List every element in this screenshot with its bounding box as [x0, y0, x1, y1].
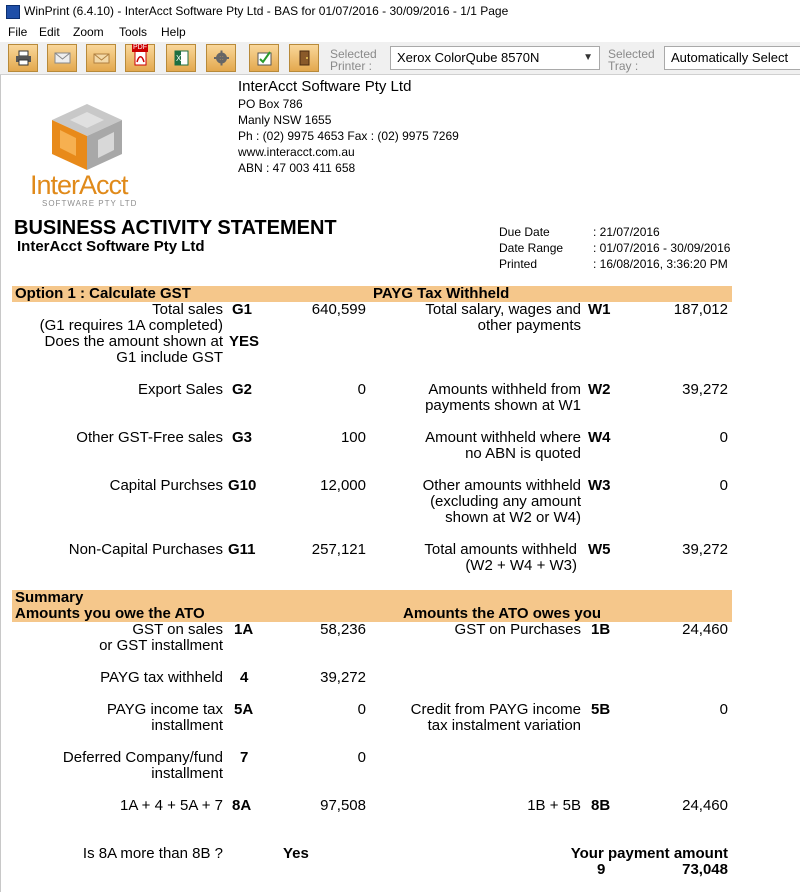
1b-code: 1B: [591, 621, 611, 638]
tray-select[interactable]: [664, 46, 800, 70]
g11-code: G11: [228, 541, 256, 558]
menu-zoom[interactable]: Zoom: [73, 25, 104, 39]
printer-label-2: Printer :: [330, 59, 373, 73]
printer-select-value: Xerox ColorQube 8570N: [397, 50, 540, 65]
w5-label-2: (W2 + W4 + W3): [465, 557, 577, 574]
5b-code: 5B: [591, 701, 611, 718]
envelope-icon: [93, 50, 110, 66]
menu-bar: [0, 23, 800, 41]
puzzle-cube-icon: [50, 102, 124, 172]
1a-value: 58,236: [320, 621, 366, 638]
include-gst-label-2: G1 include GST: [116, 349, 223, 366]
company-suburb: Manly NSW 1655: [238, 113, 332, 127]
toolbar: [0, 42, 800, 75]
tray-label-1: Selected: [608, 47, 655, 61]
w2-value: 39,272: [682, 381, 728, 398]
pdf-icon: [132, 50, 149, 66]
email-icon: [54, 50, 71, 66]
deferred-7-value: 0: [357, 749, 366, 766]
w4-value: 0: [719, 429, 728, 446]
w5-label: Total amounts withheld: [424, 541, 577, 558]
5a-label: PAYG income tax: [106, 701, 223, 718]
5b-label: Credit from PAYG income: [410, 701, 581, 718]
8b-label: 1B + 5B: [527, 797, 581, 814]
company-po-box: PO Box 786: [238, 97, 303, 111]
excel-button[interactable]: [166, 44, 196, 72]
w3-label: Other amounts withheld: [422, 477, 581, 494]
compare-answer: Yes: [283, 845, 309, 862]
exit-door-icon: [296, 50, 313, 66]
payg-4-value: 39,272: [320, 669, 366, 686]
g10-value: 12,000: [320, 477, 366, 494]
5b-value: 0: [719, 701, 728, 718]
g2-code: G2: [232, 381, 253, 398]
w3-value: 0: [719, 477, 728, 494]
1a-label-2: or GST installment: [99, 637, 223, 654]
deferred-7-code: 7: [240, 749, 249, 766]
printer-select[interactable]: [390, 46, 600, 70]
g1-value: 640,599: [311, 301, 366, 318]
1a-label: GST on sales: [132, 621, 223, 638]
report-title: BUSINESS ACTIVITY STATEMENT: [14, 217, 337, 239]
payg-4-label: PAYG tax withheld: [100, 669, 223, 686]
company-website: www.interacct.com.au: [238, 145, 355, 159]
deferred-7-label-2: installment: [151, 765, 223, 782]
chevron-down-icon: ▼: [583, 52, 593, 63]
w2-label: Amounts withheld from: [428, 381, 581, 398]
w1-value: 187,012: [673, 301, 728, 318]
title-bar: [0, 0, 800, 22]
g3-value: 100: [340, 429, 366, 446]
logo-text: InterAcct: [30, 170, 128, 200]
1a-code: 1A: [234, 621, 254, 638]
settings-button[interactable]: [206, 44, 236, 72]
svg-text:X: X: [176, 54, 182, 63]
logo-subtext: SOFTWARE PTY LTD: [42, 199, 138, 208]
settings-gear-icon: [213, 50, 230, 66]
8a-value: 97,508: [320, 797, 366, 814]
printer-label-1: Selected: [330, 47, 377, 61]
printed-value: : 16/08/2016, 3:36:20 PM: [593, 257, 728, 271]
summary-header: Summary: [15, 589, 84, 606]
print-icon: [15, 50, 32, 66]
g3-label: Other GST-Free sales: [76, 429, 223, 446]
g3-code: G3: [232, 429, 253, 446]
payg-4-code: 4: [240, 669, 249, 686]
include-gst-value: YES: [229, 333, 260, 350]
g11-value: 257,121: [311, 541, 366, 558]
ato-owes-header: Amounts the ATO owes you: [403, 605, 602, 622]
w4-label-2: no ABN is quoted: [465, 445, 581, 462]
payment-code: 9: [597, 861, 606, 878]
w5-value: 39,272: [682, 541, 728, 558]
w3-label-3: shown at W2 or W4): [445, 509, 581, 526]
menu-file[interactable]: File: [8, 25, 28, 39]
due-date-value: : 21/07/2016: [593, 225, 660, 239]
email-button[interactable]: [47, 44, 77, 72]
5a-code: 5A: [234, 701, 254, 718]
w1-label-2: other payments: [477, 317, 581, 334]
printed-label: Printed: [499, 257, 538, 271]
owe-ato-header: Amounts you owe the ATO: [15, 605, 205, 622]
w1-code: W1: [588, 301, 611, 318]
w2-code: W2: [588, 381, 611, 398]
1b-value: 24,460: [682, 621, 728, 638]
date-range-value: : 01/07/2016 - 30/09/2016: [593, 241, 731, 255]
tray-label-2: Tray :: [608, 59, 639, 73]
w3-code: W3: [588, 477, 611, 494]
deferred-7-label: Deferred Company/fund: [62, 749, 223, 766]
payg-section-header: PAYG Tax Withheld: [373, 285, 510, 302]
app-icon: [6, 5, 20, 19]
menu-help[interactable]: Help: [161, 25, 186, 39]
g2-value: 0: [357, 381, 366, 398]
pdf-button[interactable]: [125, 44, 155, 72]
company-name: InterAcct Software Pty Ltd: [238, 78, 412, 95]
checklist-icon: [256, 50, 273, 66]
w4-code: W4: [588, 429, 611, 446]
company-abn: ABN : 47 003 411 658: [238, 161, 356, 175]
g1-code: G1: [232, 301, 253, 318]
checklist-button[interactable]: [249, 44, 279, 72]
5a-label-2: installment: [151, 717, 223, 734]
pdf-badge: PDF: [133, 44, 147, 51]
1b-label: GST on Purchases: [454, 621, 581, 638]
g11-label: Non-Capital Purchases: [68, 541, 223, 558]
5a-value: 0: [357, 701, 366, 718]
w1-label: Total salary, wages and: [425, 301, 581, 318]
g1-label-note: (G1 requires 1A completed): [39, 317, 223, 334]
window-title: WinPrint (6.4.10) - InterAcct Software Pty Ltd - BAS for 01/07/2016 - 30/09/2016 - 1/1 Page: [24, 4, 509, 18]
8a-code: 8A: [232, 797, 252, 814]
8b-code: 8B: [591, 797, 611, 814]
w5-code: W5: [588, 541, 611, 558]
8a-label: 1A + 4 + 5A + 7: [119, 797, 223, 814]
date-range-label: Date Range: [499, 241, 564, 255]
g1-label: Total sales: [152, 301, 223, 318]
due-date-label: Due Date: [499, 225, 550, 239]
w4-label: Amount withheld where: [425, 429, 581, 446]
report-subtitle: InterAcct Software Pty Ltd: [17, 238, 205, 255]
exit-button[interactable]: [289, 44, 319, 72]
payment-amount-label: Your payment amount: [570, 845, 728, 862]
tray-select-value: Automatically Select: [671, 50, 789, 65]
gst-section-header: Option 1 : Calculate GST: [15, 285, 191, 302]
print-button[interactable]: [8, 44, 38, 72]
compare-question: Is 8A more than 8B ?: [82, 845, 223, 862]
g10-label: Capital Purchses: [109, 477, 223, 494]
menu-edit[interactable]: Edit: [39, 25, 60, 39]
w3-label-2: (excluding any amount: [430, 493, 581, 510]
g2-label: Export Sales: [137, 381, 223, 398]
envelope-button[interactable]: [86, 44, 116, 72]
company-phone: Ph : (02) 9975 4653 Fax : (02) 9975 7269: [238, 129, 459, 143]
include-gst-label: Does the amount shown at: [44, 333, 223, 350]
8b-value: 24,460: [682, 797, 728, 814]
5b-label-2: tax instalment variation: [427, 717, 581, 734]
w2-label-2: payments shown at W1: [425, 397, 581, 414]
excel-icon: [173, 50, 190, 66]
menu-tools[interactable]: Tools: [119, 25, 148, 39]
payment-amount-value: 73,048: [682, 861, 728, 878]
g10-code: G10: [228, 477, 257, 494]
